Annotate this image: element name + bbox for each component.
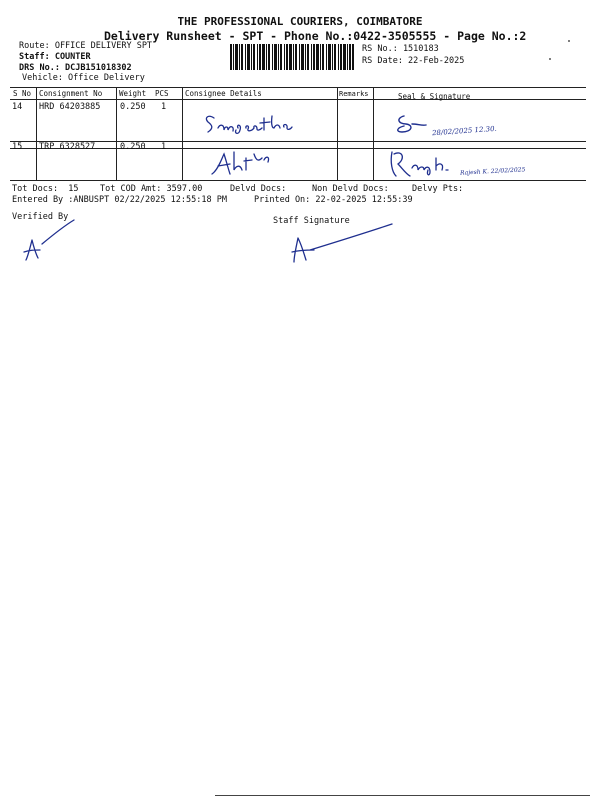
staff-signature-label: Staff Signature (273, 216, 350, 226)
col-header-remarks: Remarks (339, 90, 369, 98)
route-label: Route: OFFICE DELIVERY SPT (19, 41, 153, 51)
consignee-signature (200, 108, 310, 138)
cell-sno: 15 (12, 142, 23, 152)
col-header-weight: Weight (119, 89, 147, 98)
cell-sno: 14 (12, 102, 23, 112)
col-header-consignee: Consignee Details (185, 89, 262, 98)
runsheet-title: Delivery Runsheet - SPT - Phone No.:0422-3505555 - Page No.:2 (104, 29, 527, 43)
seal-note: 28/02/2025 12.30. (431, 124, 498, 138)
vehicle-label: Vehicle: Office Delivery (22, 73, 145, 83)
barcode-image (230, 44, 354, 70)
page-speck (549, 58, 551, 60)
staff-label: Staff: COUNTER (19, 52, 91, 62)
rs-date: RS Date: 22-Feb-2025 (362, 56, 465, 66)
rs-number: RS No.: 1510183 (362, 44, 439, 54)
bottom-edge-mark (215, 795, 590, 796)
cell-consignment: TRP 6328527 (39, 142, 96, 152)
page-speck (568, 40, 570, 42)
non-delivered-docs: Non Delvd Docs: (312, 184, 389, 194)
cell-pcs: 1 (161, 102, 167, 112)
printed-on: Printed On: 22-02-2025 12:55:39 (254, 195, 413, 205)
verified-by-label: Verified By (12, 212, 69, 222)
cell-consignment: HRD 64203885 (39, 102, 101, 112)
col-header-pcs: PCS (155, 89, 169, 98)
staff-signature (288, 220, 398, 266)
verifier-signature (18, 214, 78, 264)
total-docs: Tot Docs: 15 (12, 184, 79, 194)
col-header-seal: Seal & Signature (398, 92, 471, 101)
consignee-signature (208, 148, 288, 180)
total-cod-amount: Tot COD Amt: 3597.00 (100, 184, 203, 194)
seal-signature (386, 148, 536, 182)
col-header-consignment: Consignment No (39, 89, 103, 98)
seal-signature (392, 110, 532, 140)
entered-by: Entered By :ANBUSPT 02/22/2025 12:55:18 PM (12, 195, 227, 205)
seal-note: Rajesh K. 22/02/2025 (459, 166, 526, 177)
cell-weight: 0.250 (120, 142, 146, 152)
drs-number: DRS No.: DCJB151018302 (19, 63, 132, 73)
company-name: THE PROFESSIONAL COURIERS, COIMBATORE (177, 15, 423, 28)
delivery-points: Delvy Pts: (412, 184, 464, 194)
col-header-sno: S No (13, 89, 32, 98)
cell-weight: 0.250 (120, 102, 146, 112)
delivered-docs: Delvd Docs: (230, 184, 287, 194)
cell-pcs: 1 (161, 142, 167, 152)
